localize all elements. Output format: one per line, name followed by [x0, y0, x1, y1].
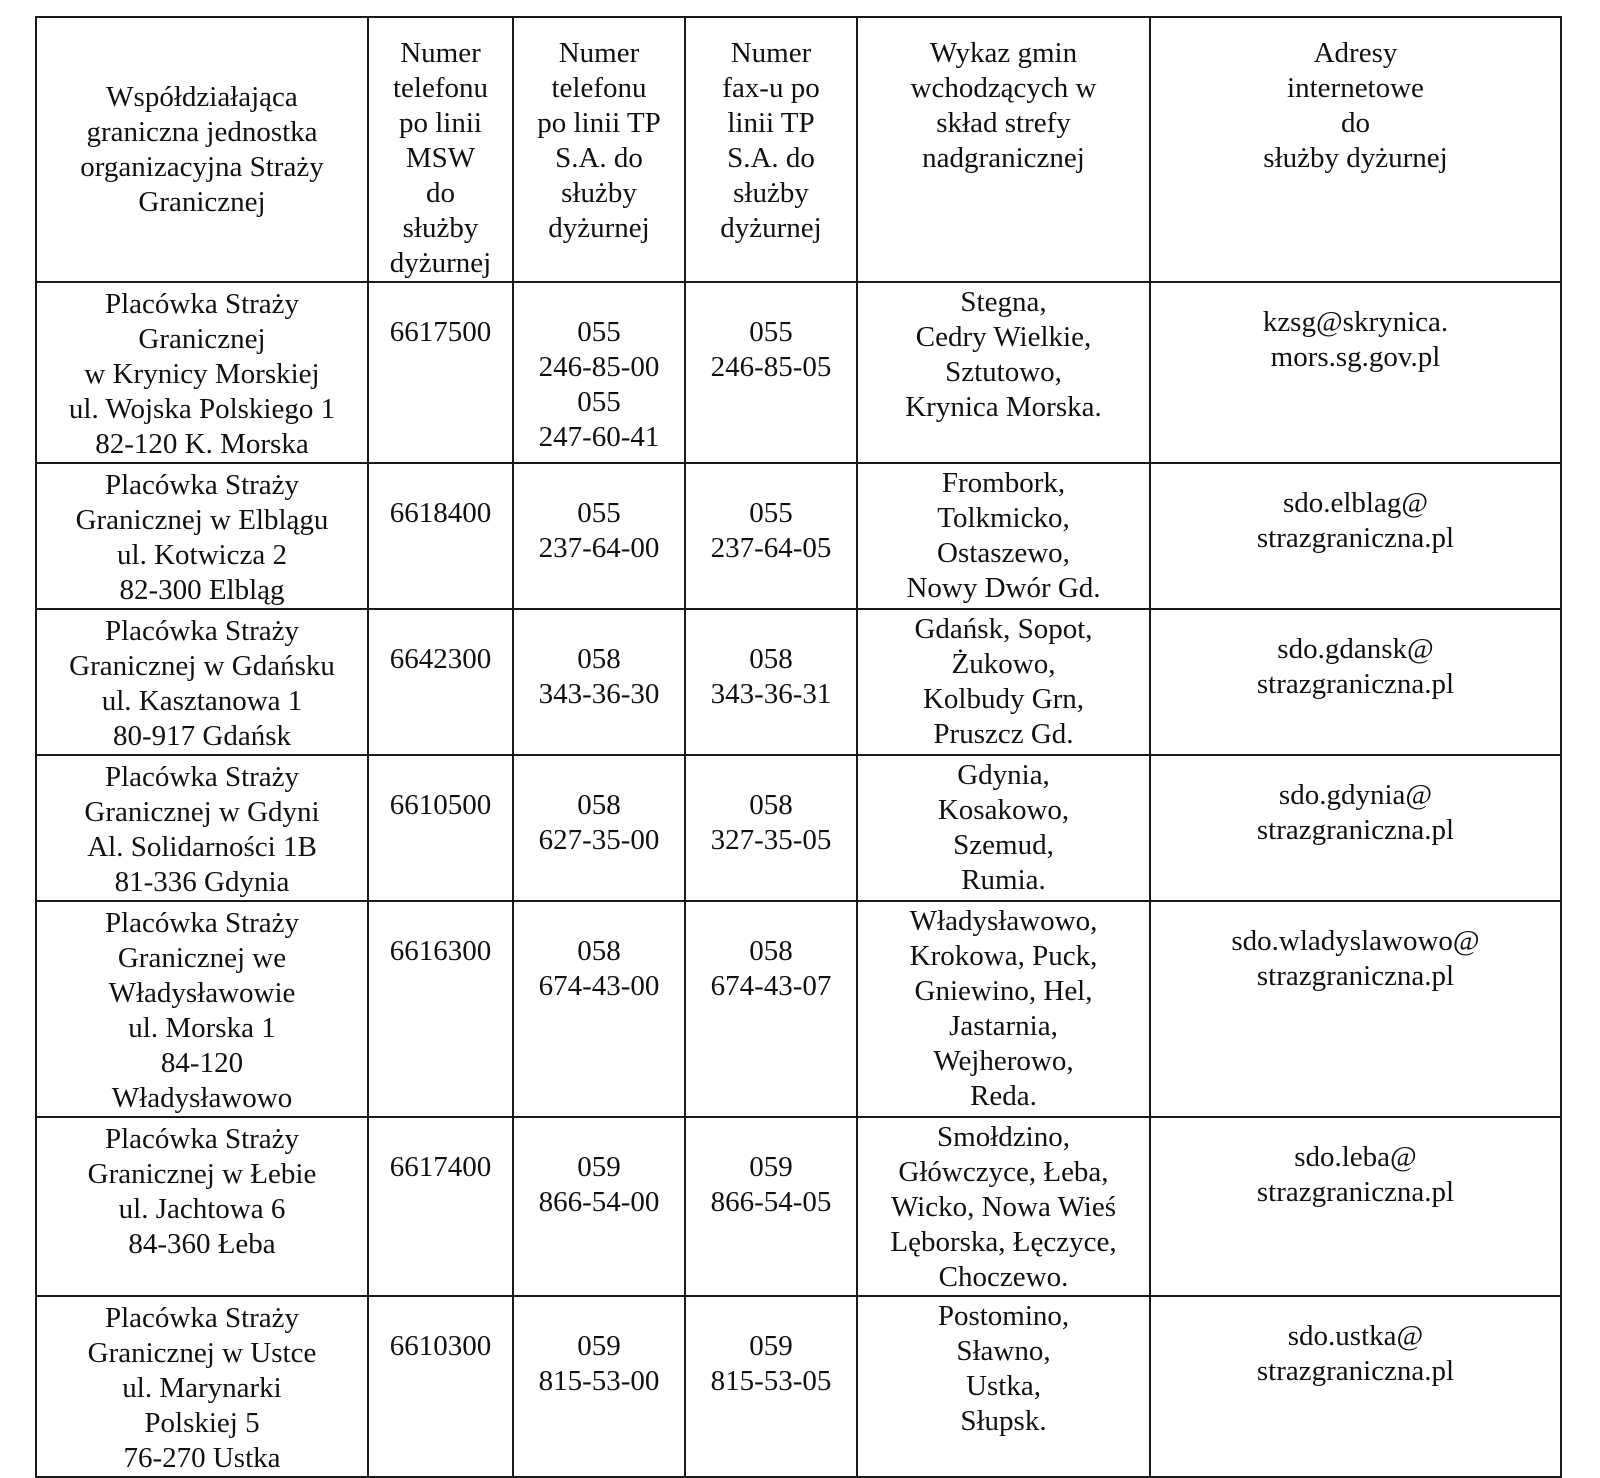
cell-gminy — [857, 282, 1150, 463]
cell-fax — [685, 609, 857, 755]
cell-msw — [368, 609, 513, 755]
cell-tp — [513, 463, 685, 609]
unit-text: Placówka Straży Granicznej w Krynicy Morskiej ul. Wojska Polskiego 1 82-120 K. Morska — [68, 288, 336, 460]
table-row — [36, 901, 1561, 1117]
unit-text: Placówka Straży Granicznej w Gdańsku ul. Kasztanowa 1 80-917 Gdańsk — [69, 615, 335, 752]
cell-msw — [368, 282, 513, 463]
gminy-list: Stegna, Cedry Wielkie, Sztutowo, Krynica Morska. — [905, 286, 1102, 423]
fax-number: 058 674-43-07 — [710, 935, 832, 1002]
cell-msw — [368, 1296, 513, 1477]
gminy-list: Gdańsk, Sopot, Żukowo, Kolbudy Grn, Pruszcz Gd. — [914, 613, 1093, 750]
cell-msw — [368, 1117, 513, 1296]
cell-tp — [513, 1117, 685, 1296]
cell-unit — [36, 1296, 368, 1477]
cell-gminy — [857, 463, 1150, 609]
header-unit — [36, 17, 368, 282]
header-gminy-label: Wykaz gmin wchodzących w skład strefy nadgranicznej — [910, 37, 1097, 174]
cell-fax — [685, 282, 857, 463]
header-gminy — [857, 17, 1150, 282]
tp-number: 059 815-53-00 — [538, 1330, 660, 1397]
cell-gminy — [857, 1117, 1150, 1296]
unit-text: Placówka Straży Granicznej w Łebie ul. Jachtowa 6 84-360 Łeba — [87, 1123, 317, 1260]
cell-www — [1150, 463, 1561, 609]
msw-number: 6617400 — [389, 1151, 492, 1183]
table-row — [36, 1296, 1561, 1477]
tp-number: 055 246-85-00 055 247-60-41 — [538, 316, 660, 453]
msw-number: 6617500 — [389, 316, 492, 348]
msw-number: 6610500 — [389, 789, 492, 821]
unit-text: Placówka Straży Granicznej w Elblągu ul. Kotwicza 2 82-300 Elbląg — [75, 469, 329, 606]
cell-fax — [685, 755, 857, 901]
tp-number: 058 674-43-00 — [538, 935, 660, 1002]
tp-number: 058 627-35-00 — [538, 789, 660, 856]
cell-fax — [685, 1296, 857, 1477]
cell-tp — [513, 609, 685, 755]
msw-number: 6642300 — [389, 643, 492, 675]
email-address: sdo.leba@ strazgraniczna.pl — [1256, 1141, 1455, 1208]
fax-number: 055 237-64-05 — [710, 497, 832, 564]
header-tp-phone-label: Numer telefonu po linii TP S.A. do służby dyżurnej — [537, 37, 661, 244]
cell-www — [1150, 282, 1561, 463]
unit-text: Placówka Straży Granicznej we Władysławowie ul. Morska 1 84-120 Władysławowo — [104, 907, 300, 1114]
gminy-list: Smołdzino, Główczyce, Łeba, Wicko, Nowa Wieś Lęborska, Łęczyce, Choczewo. — [890, 1121, 1117, 1293]
cell-fax — [685, 1117, 857, 1296]
cell-fax — [685, 901, 857, 1117]
cell-www — [1150, 901, 1561, 1117]
cell-unit — [36, 463, 368, 609]
email-address: sdo.gdynia@ strazgraniczna.pl — [1256, 779, 1455, 846]
cell-tp — [513, 755, 685, 901]
cell-tp — [513, 1296, 685, 1477]
unit-text: Placówka Straży Granicznej w Gdyni Al. Solidarności 1B 81-336 Gdynia — [84, 761, 320, 898]
header-msw-phone — [368, 17, 513, 282]
cell-www — [1150, 755, 1561, 901]
header-msw-phone-label: Numer telefonu po linii MSW do służby dyżurnej — [389, 37, 492, 279]
cell-unit — [36, 282, 368, 463]
cell-gminy — [857, 755, 1150, 901]
border-guard-directory-table — [35, 16, 1562, 1478]
tp-number: 059 866-54-00 — [538, 1151, 660, 1218]
header-unit-label: Współdziałająca graniczna jednostka organizacyjna Straży Granicznej — [80, 80, 324, 218]
cell-unit — [36, 609, 368, 755]
cell-tp — [513, 901, 685, 1117]
gminy-list: Gdynia, Kosakowo, Szemud, Rumia. — [937, 759, 1070, 896]
cell-gminy — [857, 1296, 1150, 1477]
table-row — [36, 1117, 1561, 1296]
gminy-list: Frombork, Tolkmicko, Ostaszewo, Nowy Dwór Gd. — [906, 467, 1101, 604]
email-address: sdo.gdansk@ strazgraniczna.pl — [1256, 633, 1455, 700]
unit-text: Placówka Straży Granicznej w Ustce ul. Marynarki Polskiej 5 76-270 Ustka — [87, 1302, 317, 1474]
email-address: kzsg@skrynica. mors.sg.gov.pl — [1262, 306, 1449, 373]
table-row — [36, 282, 1561, 463]
fax-number: 059 866-54-05 — [710, 1151, 832, 1218]
msw-number: 6618400 — [389, 497, 492, 529]
header-tp-fax — [685, 17, 857, 282]
table-row — [36, 755, 1561, 901]
fax-number: 059 815-53-05 — [710, 1330, 832, 1397]
cell-gminy — [857, 901, 1150, 1117]
header-www — [1150, 17, 1561, 282]
cell-unit — [36, 1117, 368, 1296]
table-row — [36, 463, 1561, 609]
cell-www — [1150, 1117, 1561, 1296]
header-tp-phone — [513, 17, 685, 282]
table-header-row — [36, 17, 1561, 282]
fax-number: 058 327-35-05 — [710, 789, 832, 856]
fax-number: 055 246-85-05 — [710, 316, 832, 383]
header-www-label: Adresy internetowe do służby dyżurnej — [1263, 37, 1448, 174]
cell-msw — [368, 463, 513, 609]
email-address: sdo.wladyslawowo@ strazgraniczna.pl — [1231, 925, 1480, 992]
cell-www — [1150, 609, 1561, 755]
tp-number: 058 343-36-30 — [538, 643, 660, 710]
cell-unit — [36, 755, 368, 901]
header-tp-fax-label: Numer fax-u po linii TP S.A. do służby dyżurnej — [720, 37, 822, 244]
cell-msw — [368, 755, 513, 901]
cell-www — [1150, 1296, 1561, 1477]
cell-msw — [368, 901, 513, 1117]
msw-number: 6610300 — [389, 1330, 492, 1362]
msw-number: 6616300 — [389, 935, 492, 967]
email-address: sdo.elblag@ strazgraniczna.pl — [1256, 487, 1455, 554]
cell-tp — [513, 282, 685, 463]
cell-gminy — [857, 609, 1150, 755]
cell-fax — [685, 463, 857, 609]
cell-unit — [36, 901, 368, 1117]
email-address: sdo.ustka@ strazgraniczna.pl — [1256, 1320, 1455, 1387]
tp-number: 055 237-64-00 — [538, 497, 660, 564]
table-row — [36, 609, 1561, 755]
fax-number: 058 343-36-31 — [710, 643, 832, 710]
gminy-list: Władysławowo, Krokowa, Puck, Gniewino, Hel, Jastarnia, Wejherowo, Reda. — [909, 905, 1098, 1112]
gminy-list: Postomino, Sławno, Ustka, Słupsk. — [937, 1300, 1070, 1437]
